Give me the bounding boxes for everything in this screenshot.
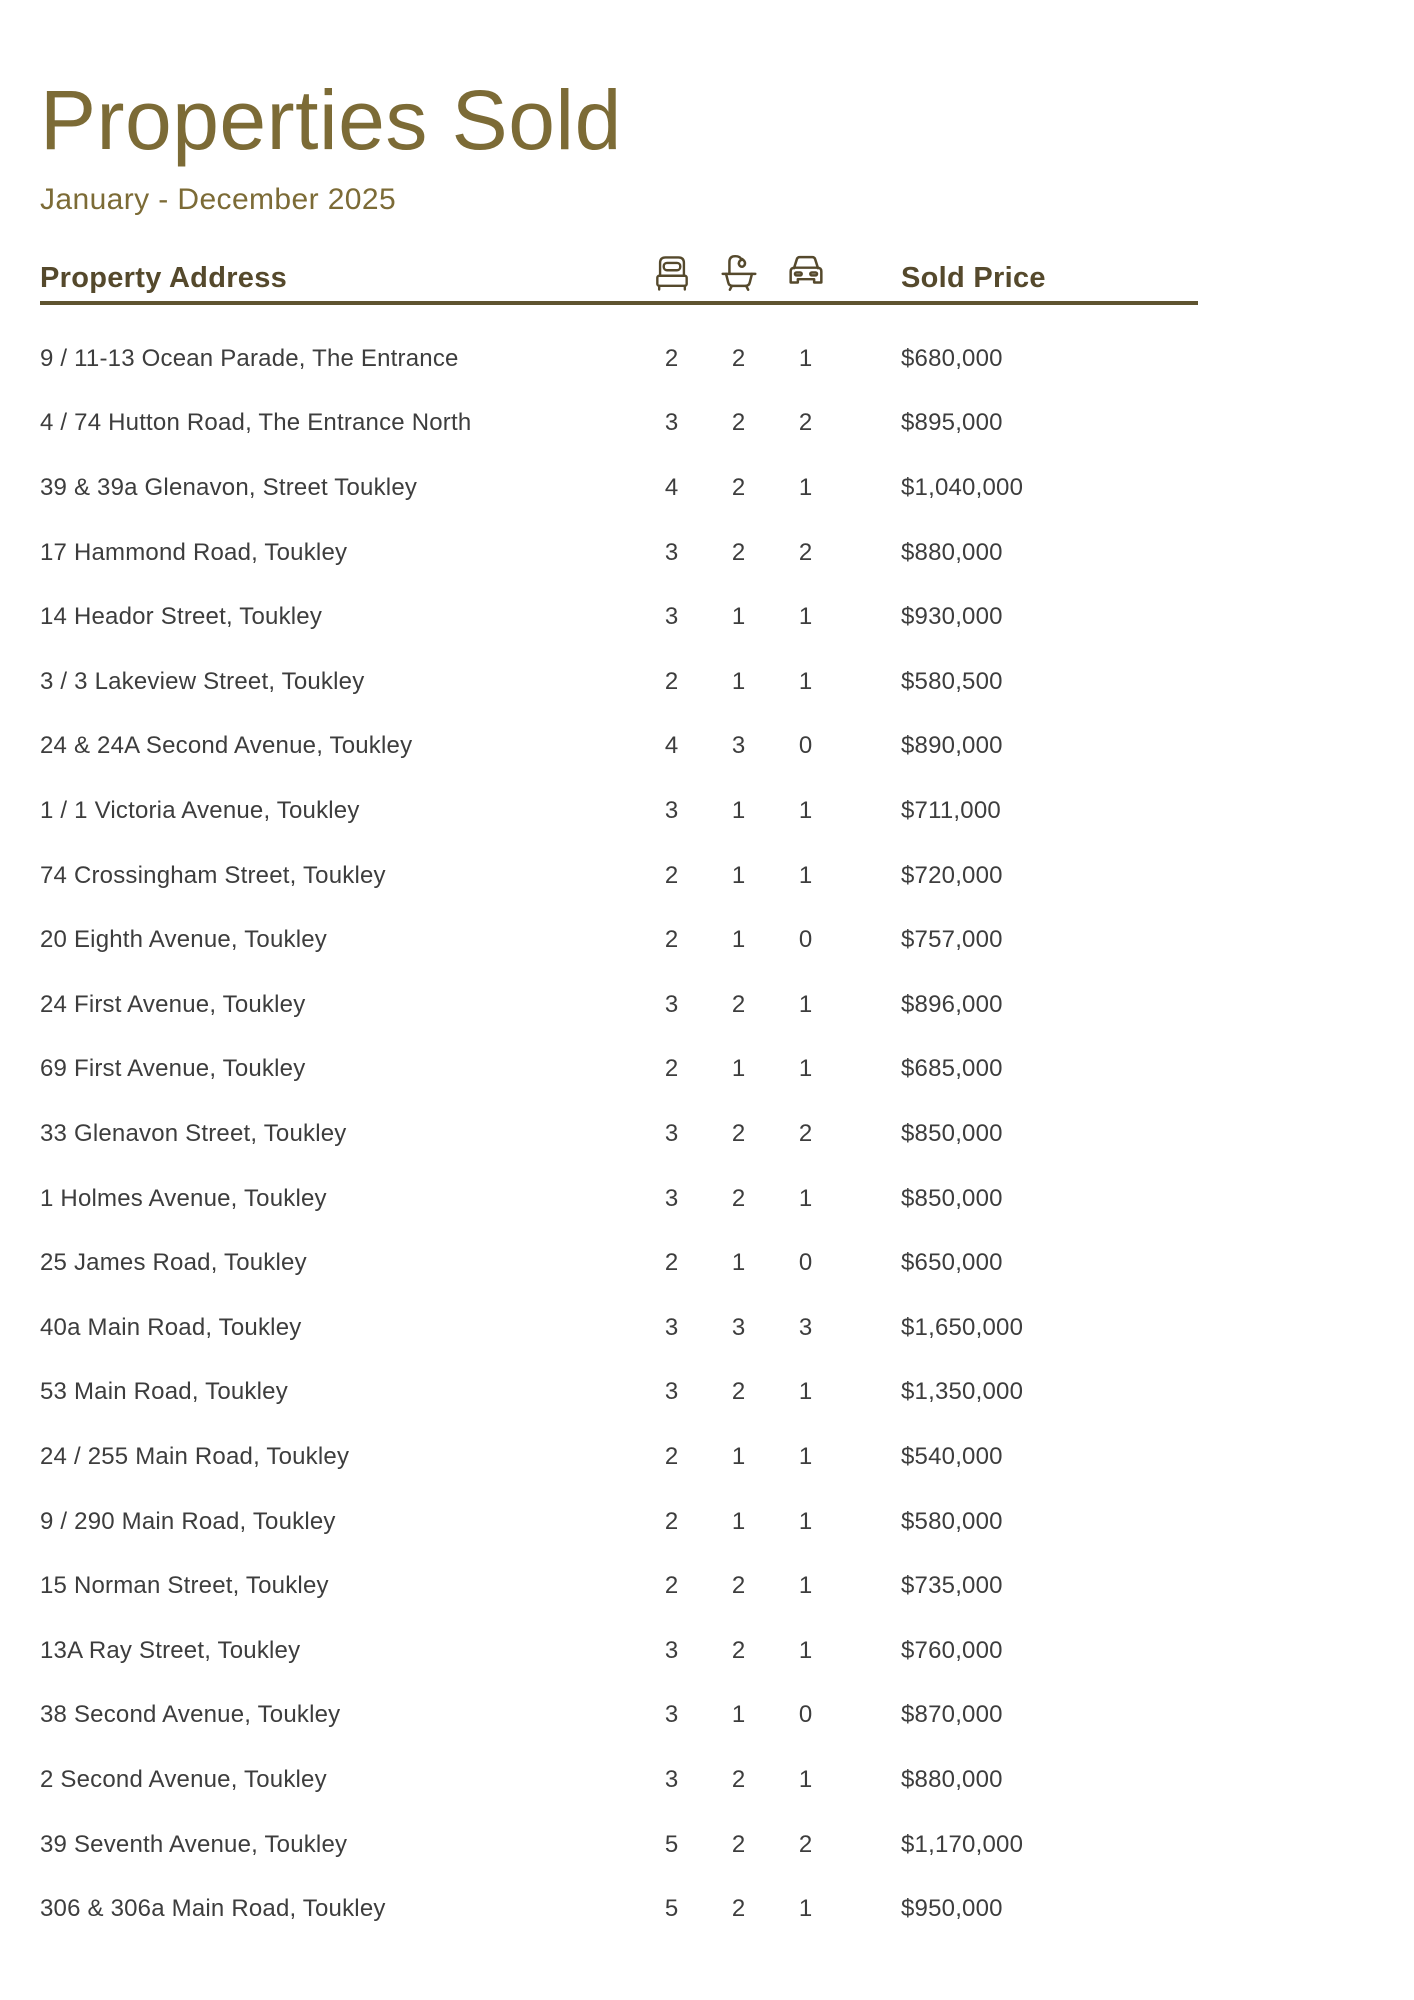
sold-price: $760,000 xyxy=(901,1636,1003,1664)
cars-count: 0 xyxy=(798,926,813,954)
cars-count: 1 xyxy=(798,603,813,631)
beds-count: 3 xyxy=(664,1765,679,1793)
sold-price: $870,000 xyxy=(901,1701,1003,1729)
sold-price: $880,000 xyxy=(901,1765,1003,1793)
sold-price: $950,000 xyxy=(901,1895,1003,1923)
property-address: 306 & 306a Main Road, Toukley xyxy=(40,1895,386,1923)
cars-count: 2 xyxy=(798,538,813,566)
table-row xyxy=(40,1618,1198,1683)
property-address: 53 Main Road, Toukley xyxy=(40,1378,288,1406)
sold-price: $580,500 xyxy=(901,667,1003,695)
property-address: 3 / 3 Lakeview Street, Toukley xyxy=(40,667,365,695)
beds-count: 3 xyxy=(664,1120,679,1148)
table-row xyxy=(40,1231,1198,1296)
table-row xyxy=(40,1489,1198,1554)
table-body xyxy=(40,305,1198,1942)
cars-count: 1 xyxy=(798,474,813,502)
property-address: 13A Ray Street, Toukley xyxy=(40,1636,301,1664)
sold-price: $650,000 xyxy=(901,1249,1003,1277)
table-row xyxy=(40,1166,1198,1231)
table-header xyxy=(40,249,1198,305)
property-address: 24 First Avenue, Toukley xyxy=(40,990,306,1018)
beds-count: 2 xyxy=(664,926,679,954)
table-row xyxy=(40,327,1198,392)
cars-count: 0 xyxy=(798,1249,813,1277)
cars-count: 1 xyxy=(798,1507,813,1535)
column-header-address: Property Address xyxy=(40,261,288,294)
table-row xyxy=(40,1554,1198,1619)
beds-count: 2 xyxy=(664,1442,679,1470)
sold-price: $711,000 xyxy=(901,797,1001,825)
sold-price: $890,000 xyxy=(901,732,1003,760)
sold-price: $850,000 xyxy=(901,1184,1003,1212)
sold-price: $1,350,000 xyxy=(901,1378,1024,1406)
table-row xyxy=(40,520,1198,585)
baths-count: 2 xyxy=(731,409,746,437)
property-address: 17 Hammond Road, Toukley xyxy=(40,538,348,566)
sold-price: $580,000 xyxy=(901,1507,1003,1535)
property-address: 40a Main Road, Toukley xyxy=(40,1313,302,1341)
beds-count: 3 xyxy=(664,1701,679,1729)
report-page xyxy=(40,0,1198,1941)
beds-count: 4 xyxy=(664,732,679,760)
cars-count: 2 xyxy=(798,1830,813,1858)
beds-count: 3 xyxy=(664,797,679,825)
property-address: 39 Seventh Avenue, Toukley xyxy=(40,1830,348,1858)
cars-count: 1 xyxy=(798,861,813,889)
beds-count: 2 xyxy=(664,1249,679,1277)
cars-count: 0 xyxy=(798,732,813,760)
cars-count: 1 xyxy=(798,1636,813,1664)
baths-count: 2 xyxy=(731,1184,746,1212)
baths-count: 1 xyxy=(731,667,746,695)
cars-count: 1 xyxy=(798,990,813,1018)
table-row xyxy=(40,1877,1198,1942)
page-title: Properties Sold xyxy=(40,73,622,167)
table-row xyxy=(40,456,1198,521)
property-address: 24 & 24A Second Avenue, Toukley xyxy=(40,732,413,760)
sold-price: $850,000 xyxy=(901,1120,1003,1148)
baths-count: 1 xyxy=(731,1442,746,1470)
property-address: 33 Glenavon Street, Toukley xyxy=(40,1120,347,1148)
cars-count: 2 xyxy=(798,1120,813,1148)
sold-price: $896,000 xyxy=(901,990,1003,1018)
table-row xyxy=(40,391,1198,456)
table-row xyxy=(40,1102,1198,1167)
table-row xyxy=(40,779,1198,844)
cars-count: 1 xyxy=(798,667,813,695)
baths-count: 1 xyxy=(731,1507,746,1535)
cars-count: 1 xyxy=(798,1378,813,1406)
sold-price: $1,170,000 xyxy=(901,1830,1024,1858)
property-address: 24 / 255 Main Road, Toukley xyxy=(40,1442,350,1470)
properties-table xyxy=(40,249,1198,1942)
sold-price: $895,000 xyxy=(901,409,1003,437)
property-address: 38 Second Avenue, Toukley xyxy=(40,1701,341,1729)
baths-count: 2 xyxy=(731,990,746,1018)
cars-count: 1 xyxy=(798,797,813,825)
bath-icon xyxy=(705,249,772,295)
baths-count: 2 xyxy=(731,1636,746,1664)
baths-count: 3 xyxy=(731,732,746,760)
sold-price: $1,650,000 xyxy=(901,1313,1024,1341)
baths-count: 2 xyxy=(731,1378,746,1406)
baths-count: 2 xyxy=(731,344,746,372)
sold-price: $757,000 xyxy=(901,926,1003,954)
sold-price: $735,000 xyxy=(901,1572,1003,1600)
table-row xyxy=(40,973,1198,1038)
cars-count: 1 xyxy=(798,1442,813,1470)
property-address: 20 Eighth Avenue, Toukley xyxy=(40,926,327,954)
sold-price: $1,040,000 xyxy=(901,474,1024,502)
beds-count: 2 xyxy=(664,1572,679,1600)
beds-count: 2 xyxy=(664,861,679,889)
beds-count: 2 xyxy=(664,1055,679,1083)
sold-price: $680,000 xyxy=(901,344,1003,372)
table-row xyxy=(40,1748,1198,1813)
table-row xyxy=(40,843,1198,908)
table-row xyxy=(40,714,1198,779)
baths-count: 1 xyxy=(731,1055,746,1083)
table-row xyxy=(40,650,1198,715)
property-address: 14 Heador Street, Toukley xyxy=(40,603,323,631)
property-address: 74 Crossingham Street, Toukley xyxy=(40,861,386,889)
property-address: 15 Norman Street, Toukley xyxy=(40,1572,329,1600)
beds-count: 2 xyxy=(664,1507,679,1535)
baths-count: 1 xyxy=(731,1701,746,1729)
baths-count: 1 xyxy=(731,603,746,631)
beds-count: 3 xyxy=(664,538,679,566)
page-subtitle: January - December 2025 xyxy=(40,182,397,216)
beds-count: 5 xyxy=(664,1895,679,1923)
table-row xyxy=(40,908,1198,973)
baths-count: 3 xyxy=(731,1313,746,1341)
cars-count: 2 xyxy=(798,409,813,437)
baths-count: 1 xyxy=(731,1249,746,1277)
property-address: 4 / 74 Hutton Road, The Entrance North xyxy=(40,409,472,437)
cars-count: 1 xyxy=(798,1572,813,1600)
table-row xyxy=(40,1425,1198,1490)
cars-count: 1 xyxy=(798,344,813,372)
beds-count: 3 xyxy=(664,990,679,1018)
sold-price: $880,000 xyxy=(901,538,1003,566)
property-address: 39 & 39a Glenavon, Street Toukley xyxy=(40,474,418,502)
beds-count: 4 xyxy=(664,474,679,502)
car-icon xyxy=(772,249,839,295)
table-row xyxy=(40,1037,1198,1102)
sold-price: $930,000 xyxy=(901,603,1003,631)
property-address: 1 Holmes Avenue, Toukley xyxy=(40,1184,327,1212)
property-address: 9 / 290 Main Road, Toukley xyxy=(40,1507,336,1535)
baths-count: 1 xyxy=(731,797,746,825)
column-header-price: Sold Price xyxy=(901,261,1046,294)
table-row xyxy=(40,1812,1198,1877)
property-address: 69 First Avenue, Toukley xyxy=(40,1055,306,1083)
baths-count: 1 xyxy=(731,926,746,954)
bed-icon xyxy=(638,251,705,295)
beds-count: 3 xyxy=(664,409,679,437)
table-row xyxy=(40,1683,1198,1748)
baths-count: 2 xyxy=(731,474,746,502)
baths-count: 2 xyxy=(731,1895,746,1923)
table-row xyxy=(40,1360,1198,1425)
property-address: 2 Second Avenue, Toukley xyxy=(40,1765,327,1793)
property-address: 25 James Road, Toukley xyxy=(40,1249,307,1277)
cars-count: 1 xyxy=(798,1055,813,1083)
cars-count: 1 xyxy=(798,1895,813,1923)
beds-count: 3 xyxy=(664,1636,679,1664)
baths-count: 2 xyxy=(731,1830,746,1858)
beds-count: 2 xyxy=(664,344,679,372)
sold-price: $540,000 xyxy=(901,1442,1003,1470)
property-address: 9 / 11-13 Ocean Parade, The Entrance xyxy=(40,344,459,372)
baths-count: 2 xyxy=(731,538,746,566)
table-row xyxy=(40,1296,1198,1361)
cars-count: 3 xyxy=(798,1313,813,1341)
beds-count: 3 xyxy=(664,603,679,631)
beds-count: 5 xyxy=(664,1830,679,1858)
beds-count: 3 xyxy=(664,1184,679,1212)
beds-count: 3 xyxy=(664,1378,679,1406)
sold-price: $720,000 xyxy=(901,861,1003,889)
beds-count: 3 xyxy=(664,1313,679,1341)
baths-count: 1 xyxy=(731,861,746,889)
cars-count: 1 xyxy=(798,1765,813,1793)
sold-price: $685,000 xyxy=(901,1055,1003,1083)
property-address: 1 / 1 Victoria Avenue, Toukley xyxy=(40,797,360,825)
cars-count: 0 xyxy=(798,1701,813,1729)
baths-count: 2 xyxy=(731,1765,746,1793)
table-row xyxy=(40,585,1198,650)
baths-count: 2 xyxy=(731,1120,746,1148)
beds-count: 2 xyxy=(664,667,679,695)
baths-count: 2 xyxy=(731,1572,746,1600)
cars-count: 1 xyxy=(798,1184,813,1212)
